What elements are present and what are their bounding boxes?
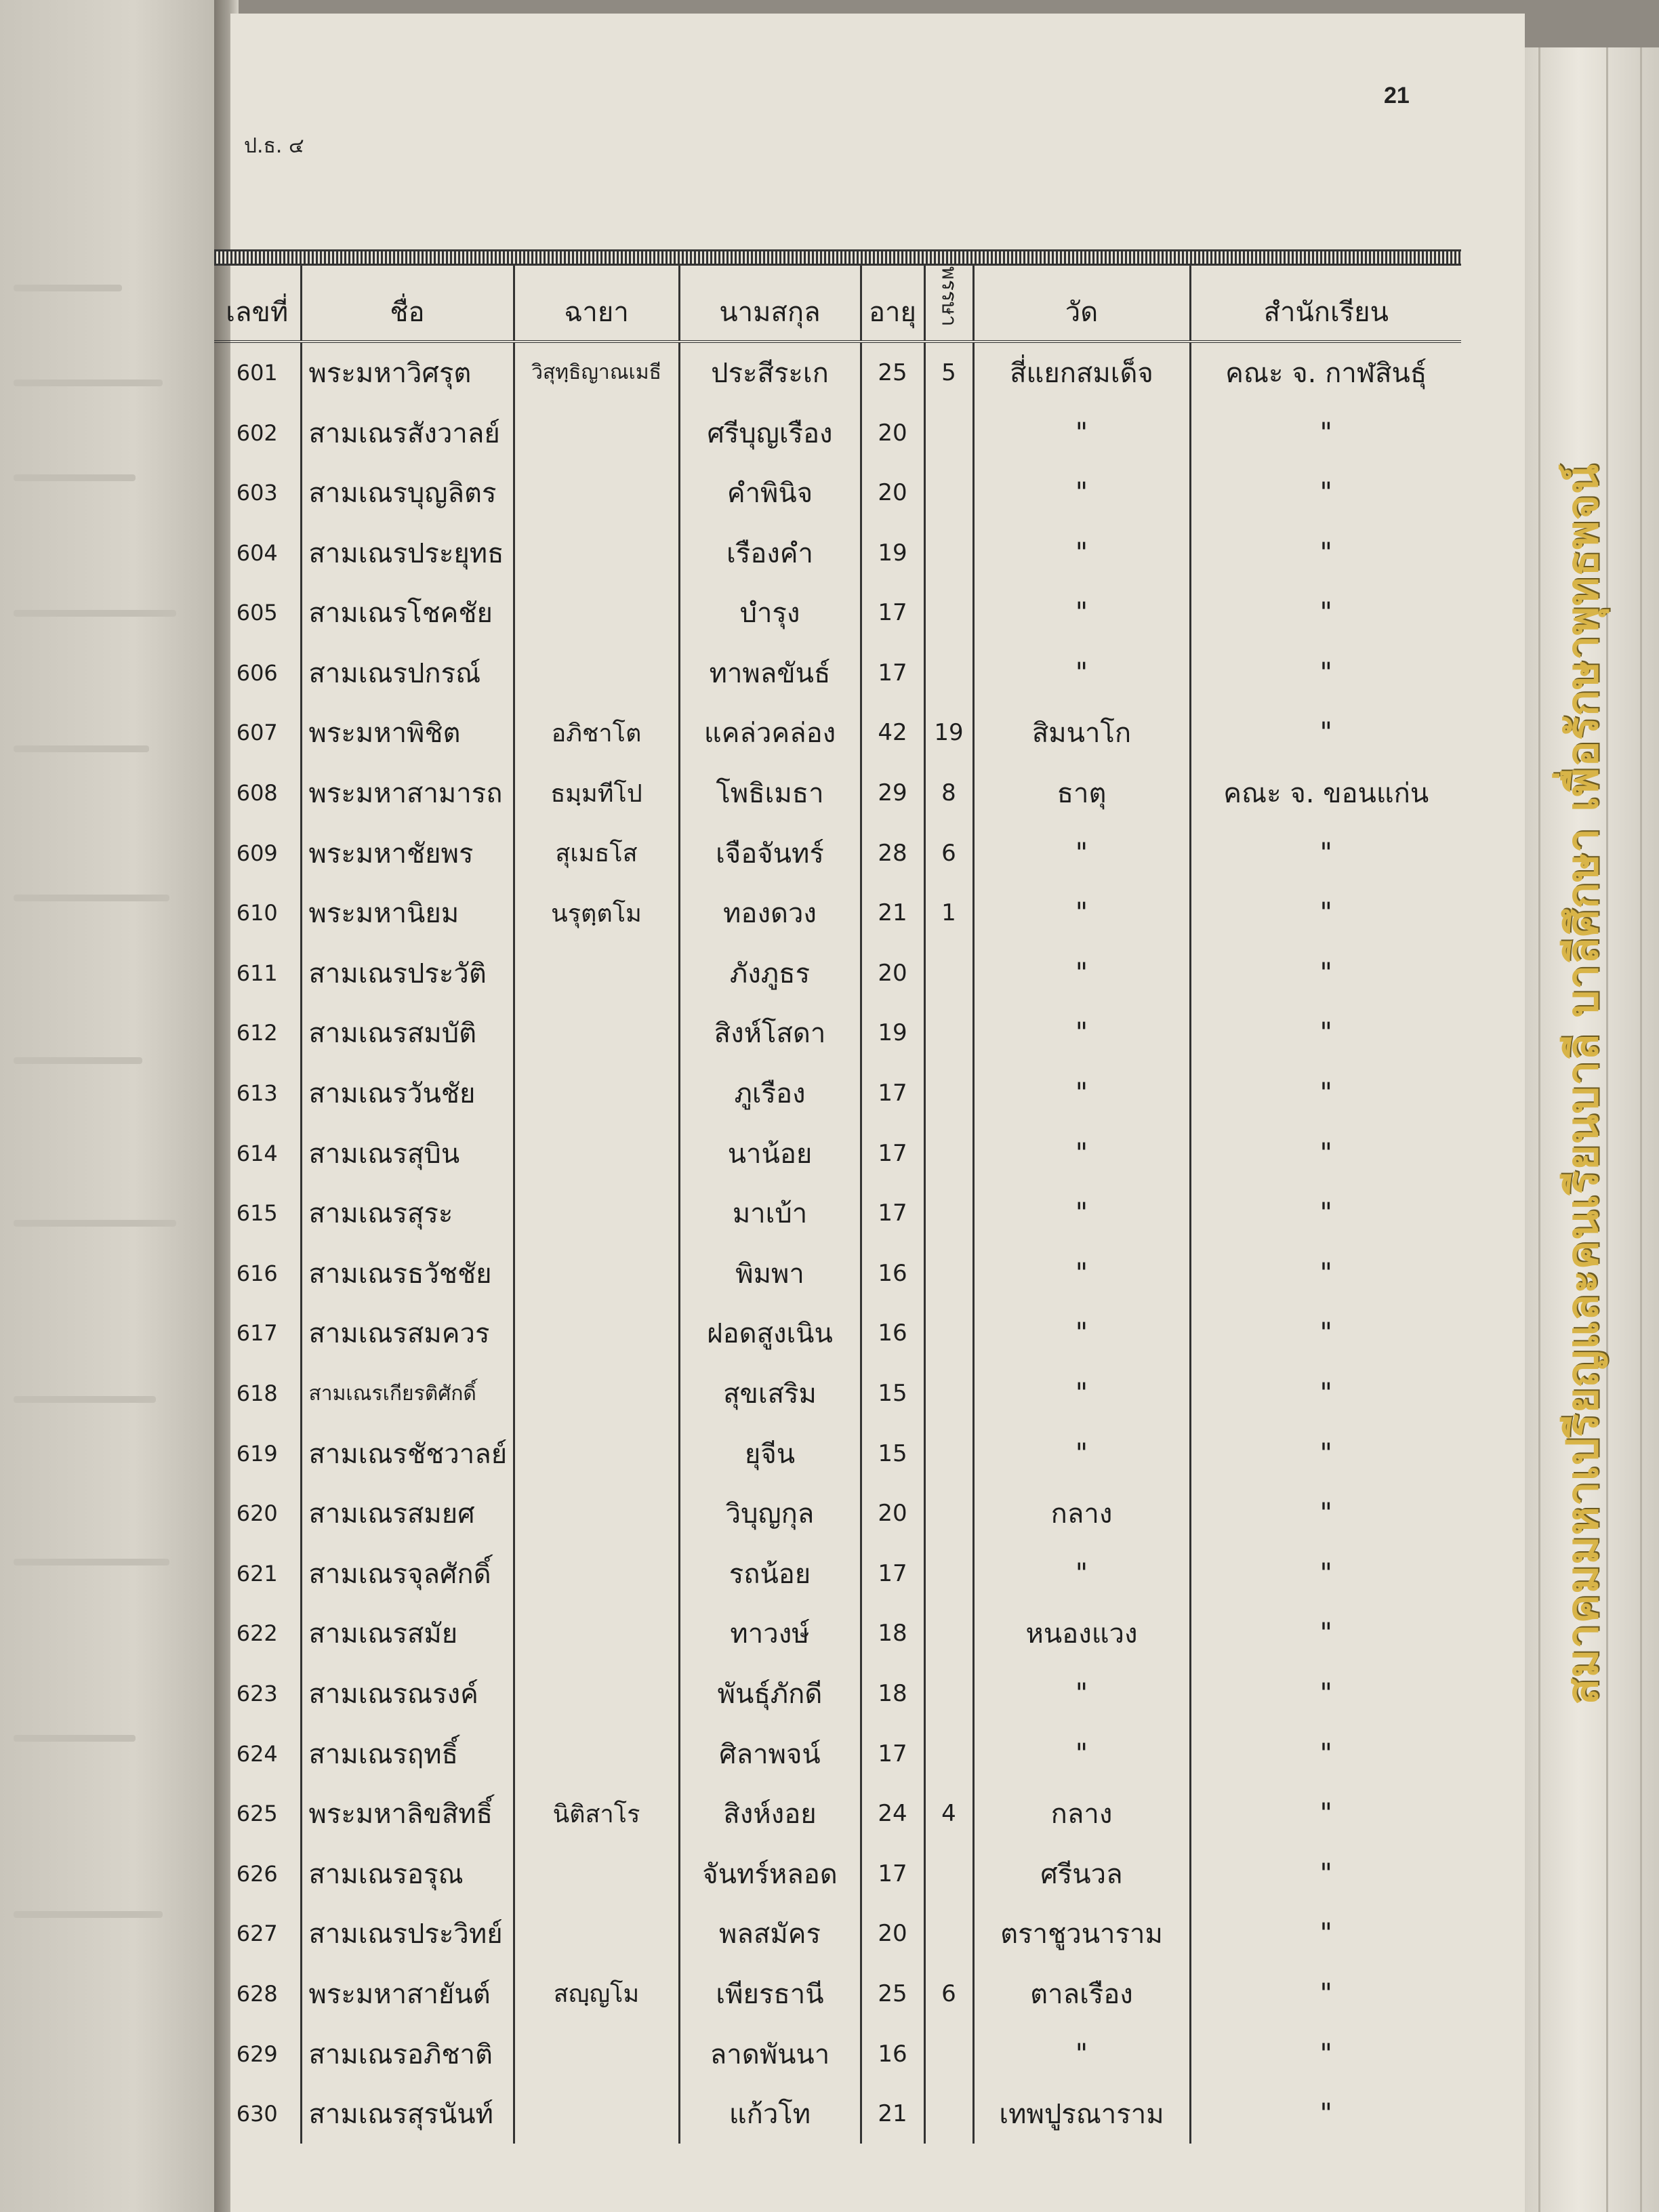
table-row	[214, 1423, 1461, 1483]
header-name: ชื่อ	[301, 266, 514, 342]
row-wat: "	[973, 463, 1190, 523]
header-no: เลขที่	[214, 266, 301, 342]
header-wat: วัด	[973, 266, 1190, 342]
row-surname: ศรีบุญเรือง	[679, 403, 861, 463]
row-surname: นาน้อย	[679, 1123, 861, 1183]
row-surname: แคล่วคล่อง	[679, 703, 861, 763]
row-surname: พลสมัคร	[679, 1904, 861, 1964]
row-chaya: นิติสาโร	[514, 1784, 679, 1844]
row-surname: คำพินิจ	[679, 463, 861, 523]
row-school: "	[1190, 823, 1461, 883]
row-wat: "	[973, 823, 1190, 883]
row-school: "	[1190, 1423, 1461, 1483]
row-wat: กลาง	[973, 1784, 1190, 1844]
row-chaya	[514, 643, 679, 703]
table-row	[214, 1664, 1461, 1724]
row-number: 624	[236, 1740, 278, 1767]
row-name: สามเณรชัชวาลย์	[301, 1423, 514, 1483]
row-years	[924, 643, 973, 703]
row-name: พระมหาวิศรุต	[301, 342, 514, 403]
row-surname: ทาพลขันธ์	[679, 643, 861, 703]
row-school: "	[1190, 1664, 1461, 1724]
row-surname: ยุจีน	[679, 1423, 861, 1483]
row-number: 619	[236, 1440, 278, 1467]
row-name: สามเณรบุญลิตร	[301, 463, 514, 523]
table-row	[214, 1483, 1461, 1544]
row-number: 621	[236, 1560, 278, 1586]
row-wat: "	[973, 1364, 1190, 1424]
row-name: พระมหาลิขสิทธิ์	[301, 1784, 514, 1844]
row-age: 19	[861, 523, 924, 583]
row-name: พระมหาสามารถ	[301, 763, 514, 823]
row-years	[924, 1183, 973, 1244]
row-surname: พันธุ์ภักดี	[679, 1664, 861, 1724]
row-school: "	[1190, 2084, 1461, 2144]
row-age: 21	[861, 883, 924, 943]
row-age: 24	[861, 1784, 924, 1844]
row-years	[924, 1244, 973, 1304]
row-number: 625	[236, 1801, 278, 1827]
row-chaya: สญฺญโม	[514, 1964, 679, 2024]
table-top-rule	[214, 249, 1461, 266]
row-school: "	[1190, 1603, 1461, 1664]
row-number: 606	[236, 659, 278, 686]
table-row	[214, 643, 1461, 703]
row-surname: ทาวงษ์	[679, 1603, 861, 1664]
row-age: 42	[861, 703, 924, 763]
row-name: สามเณรสมัย	[301, 1603, 514, 1664]
row-surname: สิงห์โสดา	[679, 1003, 861, 1063]
row-wat: "	[973, 943, 1190, 1004]
row-wat: "	[973, 883, 1190, 943]
row-number: 607	[236, 720, 278, 746]
row-chaya	[514, 1603, 679, 1664]
row-school: "	[1190, 2024, 1461, 2084]
row-school: คณะ จ. ขอนแก่น	[1190, 763, 1461, 823]
row-chaya	[514, 1003, 679, 1063]
row-wat: หนองแวง	[973, 1603, 1190, 1664]
row-wat: "	[973, 1063, 1190, 1124]
row-years	[924, 1843, 973, 1904]
row-chaya	[514, 523, 679, 583]
row-age: 15	[861, 1364, 924, 1424]
row-name: พระมหาพิชิต	[301, 703, 514, 763]
row-number: 622	[236, 1620, 278, 1647]
row-years	[924, 1123, 973, 1183]
row-chaya: นรุตฺตโม	[514, 883, 679, 943]
row-surname: ภังภูธร	[679, 943, 861, 1004]
table-body	[214, 342, 1461, 2144]
row-number: 604	[236, 539, 278, 566]
row-wat: ตาลเรือง	[973, 1964, 1190, 2024]
row-age: 20	[861, 943, 924, 1004]
row-name: สามเณรโชคชัย	[301, 583, 514, 643]
row-wat: สิมนาโก	[973, 703, 1190, 763]
row-chaya	[514, 1423, 679, 1483]
row-years: 19	[924, 703, 973, 763]
row-number: 612	[236, 1020, 278, 1046]
row-school: "	[1190, 1784, 1461, 1844]
row-chaya	[514, 1904, 679, 1964]
table-row	[214, 1544, 1461, 1604]
row-years: 5	[924, 342, 973, 403]
table-row	[214, 1123, 1461, 1183]
row-name: สามเณรสมยศ	[301, 1483, 514, 1544]
row-surname: จันทร์หลอด	[679, 1843, 861, 1904]
row-years	[924, 1423, 973, 1483]
row-school: "	[1190, 1364, 1461, 1424]
row-school: "	[1190, 1183, 1461, 1244]
row-surname: พิมพา	[679, 1244, 861, 1304]
row-number: 608	[236, 780, 278, 806]
row-years	[924, 1303, 973, 1364]
page-code: ป.ธ. ๔	[244, 134, 304, 158]
row-age: 28	[861, 823, 924, 883]
row-surname: สุขเสริม	[679, 1364, 861, 1424]
row-chaya	[514, 1063, 679, 1124]
header-chaya: ฉายา	[514, 266, 679, 342]
row-number: 611	[236, 960, 278, 986]
row-wat: "	[973, 403, 1190, 463]
row-chaya	[514, 943, 679, 1004]
row-surname: ประสีระเก	[679, 342, 861, 403]
row-school: คณะ จ. กาฬสินธุ์	[1190, 342, 1461, 403]
row-name: สามเณรณรงค์	[301, 1664, 514, 1724]
row-school: "	[1190, 883, 1461, 943]
row-number: 613	[236, 1080, 278, 1107]
row-number: 627	[236, 1921, 278, 1947]
row-name: สามเณรฤทธิ์	[301, 1723, 514, 1784]
results-table	[214, 249, 1461, 2144]
row-age: 18	[861, 1664, 924, 1724]
row-school: "	[1190, 523, 1461, 583]
row-years	[924, 1063, 973, 1124]
row-number: 615	[236, 1200, 278, 1227]
table-row	[214, 1183, 1461, 1244]
header-years	[924, 266, 973, 342]
row-name: สามเณรสังวาลย์	[301, 403, 514, 463]
row-surname: ศิลาพจน์	[679, 1723, 861, 1784]
row-school: "	[1190, 1544, 1461, 1604]
row-wat: "	[973, 643, 1190, 703]
row-number: 617	[236, 1320, 278, 1347]
table-row	[214, 342, 1461, 403]
row-chaya	[514, 2084, 679, 2144]
row-wat: กลาง	[973, 1483, 1190, 1544]
row-number: 623	[236, 1680, 278, 1706]
row-age: 17	[861, 1063, 924, 1124]
table-row	[214, 823, 1461, 883]
table-row	[214, 1603, 1461, 1664]
row-chaya	[514, 463, 679, 523]
row-name: สามเณรสมควร	[301, 1303, 514, 1364]
row-school: "	[1190, 643, 1461, 703]
row-surname: ภูเรือง	[679, 1063, 861, 1124]
row-wat: "	[973, 1723, 1190, 1784]
row-age: 17	[861, 1723, 924, 1784]
row-age: 15	[861, 1423, 924, 1483]
table-row	[214, 1843, 1461, 1904]
side-stamp-text	[1552, 447, 1613, 1721]
row-number: 610	[236, 900, 278, 926]
row-number: 603	[236, 480, 278, 506]
side-stamp-label: สมาคมมหาเปรียญและคนเรียนบาลี บาลีศึกษา เพื่อรักษาพุทธพจน์	[1558, 464, 1608, 1705]
row-number: 614	[236, 1140, 278, 1166]
table-row	[214, 763, 1461, 823]
row-school: "	[1190, 1123, 1461, 1183]
row-years	[924, 403, 973, 463]
row-years	[924, 583, 973, 643]
row-wat: ธาตุ	[973, 763, 1190, 823]
header-school: สำนักเรียน	[1190, 266, 1461, 342]
row-name: สามเณรวันชัย	[301, 1063, 514, 1124]
row-surname: สิงห์งอย	[679, 1784, 861, 1844]
row-number: 626	[236, 1860, 278, 1887]
table-row	[214, 1364, 1461, 1424]
row-number: 616	[236, 1260, 278, 1286]
row-number: 630	[236, 2101, 278, 2127]
page-number: 21	[1384, 83, 1410, 108]
row-age: 21	[861, 2084, 924, 2144]
table-row	[214, 1003, 1461, 1063]
row-school: "	[1190, 463, 1461, 523]
row-age: 19	[861, 1003, 924, 1063]
header-age: อายุ	[861, 266, 924, 342]
row-age: 20	[861, 1904, 924, 1964]
row-name: สามเณรสุบิน	[301, 1123, 514, 1183]
row-wat: "	[973, 1003, 1190, 1063]
header-years-label: พรรษา	[937, 266, 961, 327]
row-surname: ทองดวง	[679, 883, 861, 943]
row-surname: ลาดพันนา	[679, 2024, 861, 2084]
table-row	[214, 703, 1461, 763]
row-chaya: สุเมธโส	[514, 823, 679, 883]
row-number: 605	[236, 600, 278, 626]
table-header-row	[214, 266, 1461, 342]
row-years	[924, 1603, 973, 1664]
row-school: "	[1190, 1723, 1461, 1784]
row-wat: "	[973, 1244, 1190, 1304]
row-years	[924, 523, 973, 583]
row-name: สามเณรอรุณ	[301, 1843, 514, 1904]
row-wat: "	[973, 2024, 1190, 2084]
row-surname: มาเบ้า	[679, 1183, 861, 1244]
row-years	[924, 1664, 973, 1724]
row-name: สามเณรประวัติ	[301, 943, 514, 1004]
row-wat: "	[973, 1423, 1190, 1483]
row-chaya	[514, 1244, 679, 1304]
row-age: 17	[861, 583, 924, 643]
row-years	[924, 1723, 973, 1784]
row-surname: ฝอดสูงเนิน	[679, 1303, 861, 1364]
row-years	[924, 1544, 973, 1604]
row-chaya	[514, 1123, 679, 1183]
row-school: "	[1190, 1303, 1461, 1364]
row-wat: สี่แยกสมเด็จ	[973, 342, 1190, 403]
row-school: "	[1190, 583, 1461, 643]
row-surname: เพียรธานี	[679, 1964, 861, 2024]
row-name: สามเณรสุระ	[301, 1183, 514, 1244]
row-wat: "	[973, 583, 1190, 643]
header-surname: นามสกุล	[679, 266, 861, 342]
table-row	[214, 2024, 1461, 2084]
row-age: 17	[861, 1544, 924, 1604]
row-surname: วิบุญกุล	[679, 1483, 861, 1544]
row-school: "	[1190, 1483, 1461, 1544]
row-chaya	[514, 1843, 679, 1904]
row-surname: บำรุง	[679, 583, 861, 643]
row-school: "	[1190, 1904, 1461, 1964]
row-age: 17	[861, 643, 924, 703]
row-years: 6	[924, 1964, 973, 2024]
row-name: พระมหานิยม	[301, 883, 514, 943]
row-years	[924, 1483, 973, 1544]
row-number: 602	[236, 419, 278, 446]
row-surname: แก้วโท	[679, 2084, 861, 2144]
row-years	[924, 943, 973, 1004]
row-wat: "	[973, 1544, 1190, 1604]
row-number: 609	[236, 840, 278, 866]
row-number: 628	[236, 1980, 278, 2007]
table-row	[214, 403, 1461, 463]
row-wat: "	[973, 1303, 1190, 1364]
row-chaya	[514, 1183, 679, 1244]
row-age: 17	[861, 1183, 924, 1244]
left-page	[0, 0, 224, 2212]
row-chaya	[514, 1664, 679, 1724]
row-wat: เทพปูรณาราม	[973, 2084, 1190, 2144]
row-wat: "	[973, 1123, 1190, 1183]
row-wat: ศรีนวล	[973, 1843, 1190, 1904]
row-name: สามเณรประวิทย์	[301, 1904, 514, 1964]
row-school: "	[1190, 1964, 1461, 2024]
row-name: พระมหาสายันต์	[301, 1964, 514, 2024]
row-school: "	[1190, 1244, 1461, 1304]
row-wat: "	[973, 1183, 1190, 1244]
row-name: พระมหาชัยพร	[301, 823, 514, 883]
row-chaya	[514, 1483, 679, 1544]
table-row	[214, 463, 1461, 523]
table-row	[214, 1063, 1461, 1124]
row-age: 20	[861, 463, 924, 523]
row-chaya	[514, 403, 679, 463]
table-row	[214, 1904, 1461, 1964]
row-name: สามเณรปกรณ์	[301, 643, 514, 703]
row-age: 17	[861, 1123, 924, 1183]
table-row	[214, 2084, 1461, 2144]
row-years	[924, 1364, 973, 1424]
table-row	[214, 943, 1461, 1004]
row-years: 6	[924, 823, 973, 883]
row-school: "	[1190, 703, 1461, 763]
table-row	[214, 583, 1461, 643]
row-chaya	[514, 1364, 679, 1424]
row-years	[924, 2024, 973, 2084]
row-age: 16	[861, 2024, 924, 2084]
row-age: 16	[861, 1303, 924, 1364]
row-chaya	[514, 1303, 679, 1364]
row-number: 620	[236, 1500, 278, 1527]
row-school: "	[1190, 943, 1461, 1004]
row-chaya	[514, 1723, 679, 1784]
row-chaya: ธมฺมทีโป	[514, 763, 679, 823]
row-surname: รถน้อย	[679, 1544, 861, 1604]
row-age: 20	[861, 403, 924, 463]
table-row	[214, 1784, 1461, 1844]
row-surname: เรืองคำ	[679, 523, 861, 583]
row-name: สามเณรประยุทธ	[301, 523, 514, 583]
row-age: 25	[861, 1964, 924, 2024]
table-row	[214, 1964, 1461, 2024]
row-years	[924, 1003, 973, 1063]
row-school: "	[1190, 1003, 1461, 1063]
row-chaya	[514, 2024, 679, 2084]
table-row	[214, 1723, 1461, 1784]
row-wat: "	[973, 1664, 1190, 1724]
row-wat: "	[973, 523, 1190, 583]
row-number: 629	[236, 2041, 278, 2067]
row-chaya	[514, 1544, 679, 1604]
row-surname: โพธิเมธา	[679, 763, 861, 823]
row-name: สามเณรจุลศักดิ์	[301, 1544, 514, 1604]
row-age: 18	[861, 1603, 924, 1664]
row-age: 25	[861, 342, 924, 403]
row-chaya	[514, 583, 679, 643]
row-school: "	[1190, 1843, 1461, 1904]
table-row	[214, 883, 1461, 943]
row-age: 17	[861, 1843, 924, 1904]
row-years	[924, 463, 973, 523]
row-name: สามเณรสมบัติ	[301, 1003, 514, 1063]
row-surname: เจือจันทร์	[679, 823, 861, 883]
row-name: สามเณรอภิชาติ	[301, 2024, 514, 2084]
row-age: 29	[861, 763, 924, 823]
row-years: 8	[924, 763, 973, 823]
row-years: 4	[924, 1784, 973, 1844]
row-years	[924, 2084, 973, 2144]
row-age: 16	[861, 1244, 924, 1304]
row-number: 618	[236, 1380, 278, 1407]
row-name: สามเณรธวัชชัย	[301, 1244, 514, 1304]
row-name: สามเณรสุรนันท์	[301, 2084, 514, 2144]
row-age: 20	[861, 1483, 924, 1544]
row-chaya: วิสุทฺธิญาณเมธี	[514, 342, 679, 403]
row-chaya: อภิชาโต	[514, 703, 679, 763]
row-years	[924, 1904, 973, 1964]
table-row	[214, 1244, 1461, 1304]
row-years: 1	[924, 883, 973, 943]
row-name: สามเณรเกียรติศักดิ์	[301, 1364, 514, 1424]
table-row	[214, 523, 1461, 583]
row-number: 601	[236, 359, 278, 386]
row-wat: ตราชูวนาราม	[973, 1904, 1190, 1964]
row-school: "	[1190, 1063, 1461, 1124]
table-row	[214, 1303, 1461, 1364]
row-school: "	[1190, 403, 1461, 463]
